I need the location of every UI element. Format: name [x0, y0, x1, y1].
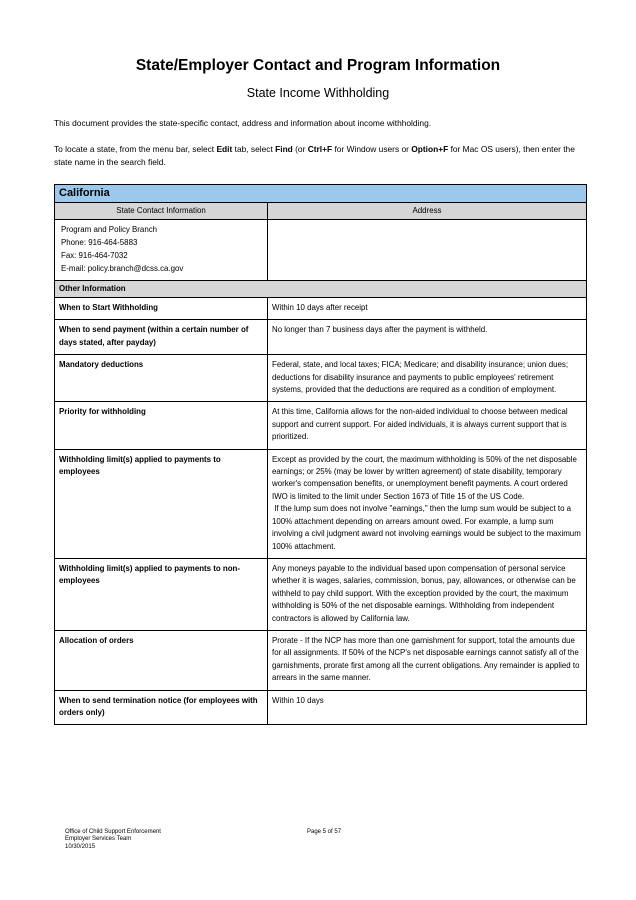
row-value: No longer than 7 business days after the payment is withheld. [268, 320, 587, 355]
row-label: When to send payment (within a certain number of days stated, after payday) [55, 320, 268, 355]
contact-office: Program and Policy Branch [61, 225, 158, 235]
contact-fax: Fax: 916-464-7032 [61, 251, 128, 260]
column-header-row [55, 203, 587, 220]
row-value: Prorate - If the NCP has more than one garnishment for support, total the amounts due for all assignments. If 50% of the NCP's net disposable earnings cannot satisfy all of the garnishments, prorate first among all the current obligations. Any remainder is applied to arrears in the same manner. [268, 630, 587, 690]
row-value: Federal, state, and local taxes; FICA; Medicare; and disability insurance; union dues; deductions for disability insurance and payments to public employees' retirement systems, provided that the deductions are required as a condition of employment. [268, 355, 587, 402]
row-value [268, 449, 587, 558]
instr-optionf-term: Option+F [411, 144, 449, 154]
row-label: When to Start Withholding [55, 298, 268, 320]
page-title: State/Employer Contact and Program Information [135, 57, 501, 74]
instr-find-term: Find [275, 144, 293, 154]
row-label: Mandatory deductions [55, 355, 268, 402]
address-cell [268, 220, 587, 280]
contact-email: E-mail: policy.branch@dcss.ca.gov [61, 263, 184, 273]
footer-date: 10/30/2015 [65, 843, 96, 850]
footer-office-name: Office of Child Support Enforcement [65, 829, 161, 835]
instr-text-2: tab, select [232, 144, 276, 154]
footer-team: Employer Services Team [65, 836, 132, 843]
instr-text-4: for Window users or [332, 144, 412, 154]
table-row [55, 320, 587, 355]
row-value-part1: Except as provided by the court, the maximum withholding is 50% of the net disposable earnings; or 25% (may be lower by written agreement) of state disability, temporary worker's compensation benefits, or unemployment benefit payments. A court ordered IWO is limited to the limit under Section 1673 of Title 15 of the US Code. [272, 454, 577, 501]
instr-text-1: To locate a state, from the menu bar, select [54, 144, 217, 154]
row-value: Any moneys payable to the individual based upon compensation of personal service whether it is wages, salaries, commission, bonus, pay, allowances, or otherwise can be withheld to pay child support. With the exception provided by the court, the maximum withholding is 50% of the net disposable earnings. Withholding from independent contractors is allowed by California law. [268, 558, 587, 630]
row-value-part2: If the lump sum does not involve "earnings," then the lump sum would be subject to a 100% attachment depending on arrears amount owed. For example, a lump sum involving a civil judgment award not involving earnings would be subject to the maximum 100% attachment. [272, 504, 583, 551]
row-label: Withholding limit(s) applied to payments to employees [55, 449, 268, 558]
row-value: Within 10 days after receipt [268, 298, 587, 320]
col-header-address: Address [268, 203, 587, 220]
row-label: Withholding limit(s) applied to payments to non-employees [55, 558, 268, 630]
state-info-table [54, 184, 587, 725]
state-header-row [55, 185, 587, 203]
row-value: At this time, California allows for the non-aided individual to choose between medical support and current support. For aided individuals, it is always current support that is prioritized. [268, 402, 587, 449]
row-value: Within 10 days [268, 690, 587, 725]
table-row [55, 402, 587, 449]
instr-text-3: (or [292, 144, 308, 154]
contact-row [55, 220, 587, 280]
state-name: California [55, 185, 587, 203]
instructions-paragraph [54, 143, 584, 169]
row-label: Priority for withholding [55, 402, 268, 449]
other-info-header: Other Information [55, 280, 587, 297]
page-number: Page 5 of 57 [307, 829, 342, 835]
row-label: Allocation of orders [55, 630, 268, 690]
footer-office [65, 829, 161, 851]
col-header-contact: State Contact Information [55, 203, 268, 220]
instr-ctrlf-term: Ctrl+F [307, 144, 333, 154]
table-row [55, 449, 587, 558]
instr-text-5: for Mac OS users), then enter the state name in the search field. [54, 144, 575, 167]
page-subtitle: State Income Withholding [246, 86, 390, 100]
row-label: When to send termination notice (for employees with orders only) [55, 690, 268, 725]
table-row [55, 298, 587, 320]
table-row [55, 355, 587, 402]
other-info-header-row [55, 280, 587, 297]
table-row [55, 690, 587, 725]
contact-info-cell [55, 220, 268, 280]
intro-paragraph: This document provides the state-specific contact, address and information about income withholding. [54, 118, 432, 128]
contact-phone: Phone: 916-464-5883 [61, 238, 138, 248]
table-row [55, 630, 587, 690]
table-row [55, 558, 587, 630]
instr-edit-term: Edit [216, 144, 233, 154]
